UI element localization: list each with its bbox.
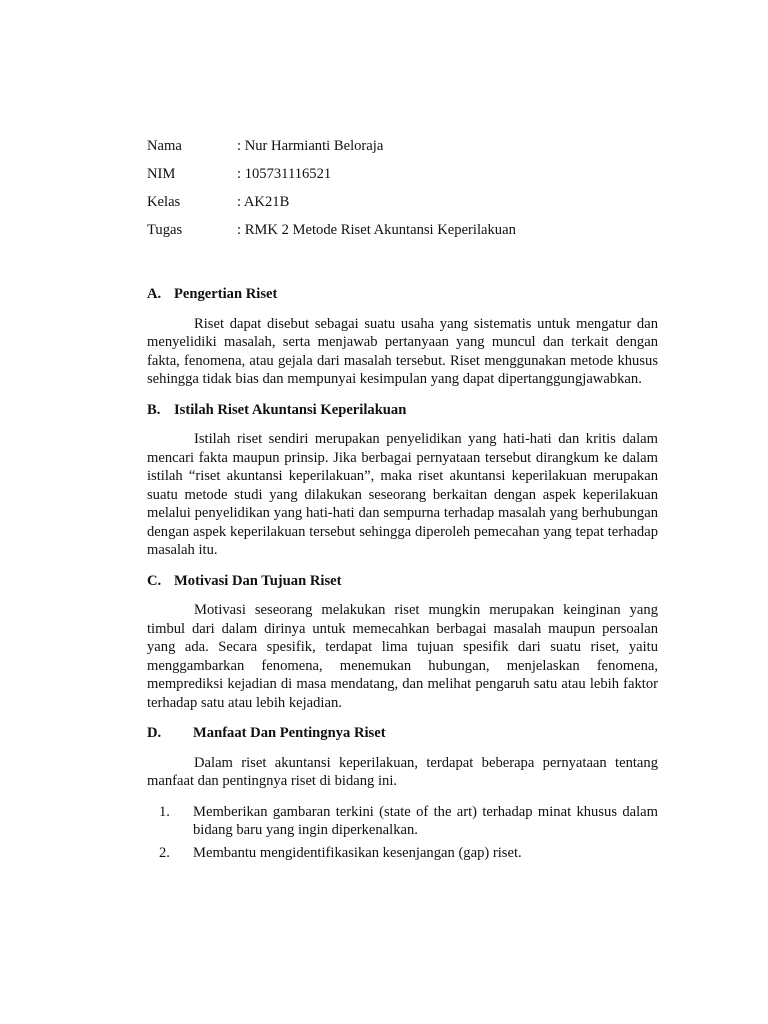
info-value: : AK21B	[237, 194, 290, 210]
section-heading	[147, 572, 658, 591]
section-b	[147, 401, 658, 560]
list-item	[147, 844, 658, 863]
info-value: : Nur Harmianti Beloraja	[237, 138, 384, 154]
section-letter: B.	[147, 401, 161, 418]
list-text: Memberikan gambaran terkini (state of the art) terhadap minat khusus dalam bidang baru yang ingin diperkenalkan.	[193, 803, 658, 838]
section-letter: A.	[147, 286, 162, 302]
section-title: Istilah Riset Akuntansi Keperilakuan	[174, 401, 407, 418]
section-title: Pengertian Riset	[174, 286, 278, 302]
info-row-nim	[147, 165, 658, 193]
info-row-kelas	[147, 193, 658, 221]
section-heading	[147, 401, 658, 420]
section-c	[147, 572, 658, 713]
section-letter: C.	[147, 572, 162, 589]
info-value: : RMK 2 Metode Riset Akuntansi Keperilakuan	[237, 222, 516, 238]
section-heading	[147, 724, 658, 743]
info-value: : 105731116521	[237, 166, 332, 182]
info-row-nama	[147, 137, 658, 165]
section-title: Motivasi Dan Tujuan Riset	[174, 572, 342, 589]
list-number: 1.	[159, 803, 170, 820]
section-paragraph: Riset dapat disebut sebagai suatu usaha yang sistematis untuk mengatur dan menyelidiki masalah, serta menjawab pertanyaan yang muncul dan terkait dengan fakta, fenomena, atau gejala dari masalah tersebut. Riset menggunakan metode khusus sehingga tidak bias dan mempunyai kesimpulan yang dapat dipertanggungjawabkan.	[147, 315, 658, 387]
info-row-tugas	[147, 221, 658, 249]
list-item	[147, 803, 658, 840]
student-info	[147, 137, 658, 249]
document-content	[147, 137, 658, 866]
list-text: Membantu mengidentifikasikan kesenjangan (gap) riset.	[193, 844, 522, 861]
section-title: Manfaat Dan Pentingnya Riset	[193, 725, 386, 741]
list-number: 2.	[159, 844, 170, 861]
section-paragraph: Istilah riset sendiri merupakan penyelidikan yang hati-hati dan kritis dalam mencari fakta maupun prinsip. Jika berbagai pernyataan tersebut dirangkum ke dalam istilah “riset akuntansi keperilakuan”, maka riset akuntansi keperilakuan merupakan suatu metode studi yang dilakukan seseorang berkaitan dengan aspek keperilakuan melalui penyelidikan yang hati-hati dan sempurna terhadap masalah yang berhubungan dengan aspek keperilakuan tersebut sehingga diperoleh pemecahan yang tepat terhadap masalah itu.	[147, 431, 658, 558]
info-label: NIM	[147, 166, 176, 182]
info-label: Kelas	[147, 194, 181, 210]
section-paragraph: Motivasi seseorang melakukan riset mungkin merupakan keinginan yang timbul dari dalam dirinya untuk memecahkan berbagai masalah maupun persoalan yang ada. Secara spesifik, terdapat lima tujuan spesifik dari suatu riset, yaitu menggambarkan fenomena, menemukan hubungan, menjelaskan fenomena, memprediksi kejadian di masa mendatang, dan melihat pengaruh satu atau lebih faktor terhadap satu atau lebih kejadian.	[147, 602, 658, 711]
section-paragraph: Dalam riset akuntansi keperilakuan, terdapat beberapa pernyataan tentang manfaat dan pentingnya riset di bidang ini.	[147, 754, 658, 789]
info-label: Tugas	[147, 222, 183, 238]
section-d	[147, 724, 658, 791]
info-label: Nama	[147, 138, 182, 154]
section-letter: D.	[147, 725, 162, 741]
section-heading	[147, 285, 658, 304]
benefit-list	[147, 803, 658, 863]
section-a	[147, 285, 658, 389]
